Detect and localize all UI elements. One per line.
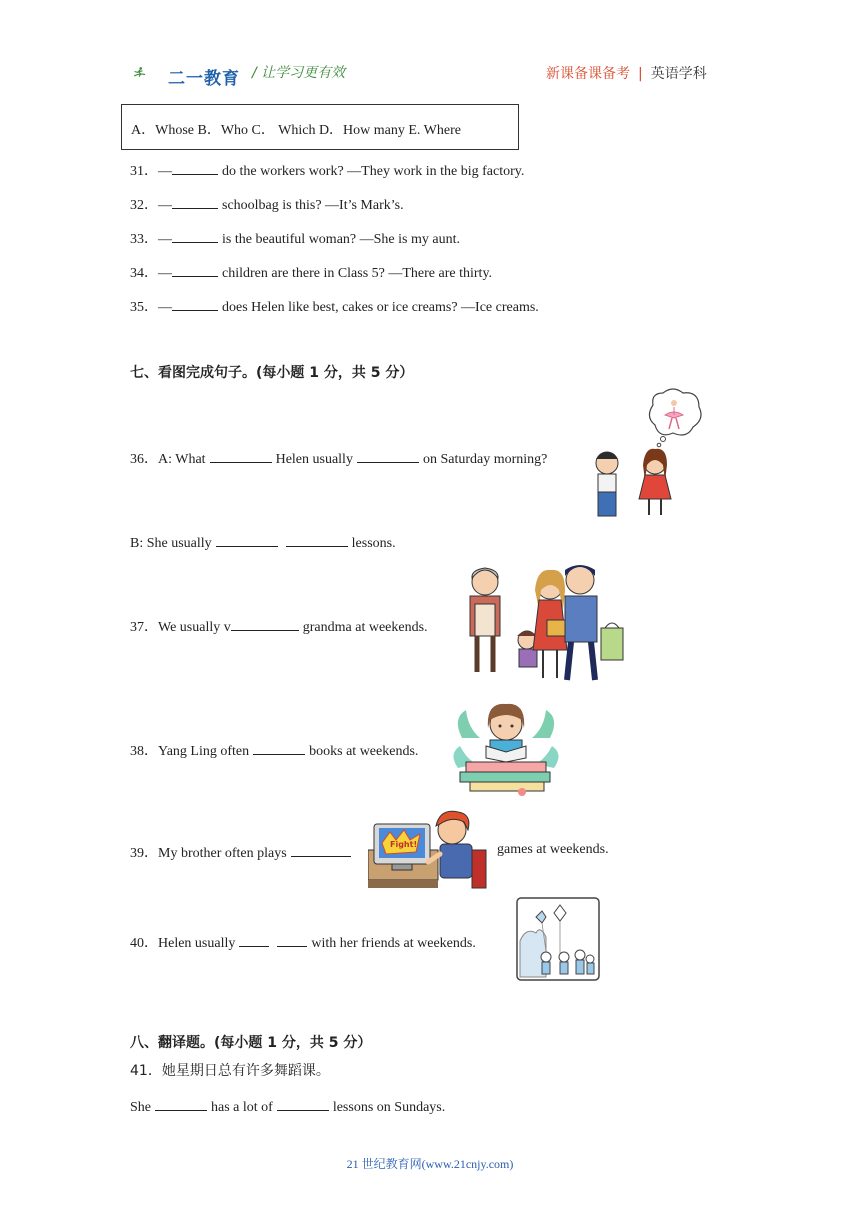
header-right bbox=[546, 63, 707, 83]
question-text: 40．Helen usually bbox=[130, 936, 236, 951]
question-number: 32．— bbox=[130, 198, 172, 213]
question-34 bbox=[130, 262, 492, 282]
question-text: with her friends at weekends. bbox=[311, 936, 476, 951]
runner-logo-icon bbox=[132, 56, 172, 88]
question-36 bbox=[130, 448, 547, 468]
section-title: 七、看图完成句子。(每小题 1 分，共 5 分） bbox=[130, 365, 414, 381]
boy-computer-game-illustration bbox=[368, 810, 490, 890]
question-text: has a lot of bbox=[211, 1100, 273, 1115]
answer-blank[interactable] bbox=[286, 532, 348, 547]
question-number: 31．— bbox=[130, 164, 172, 179]
kids-ballet-illustration bbox=[585, 385, 705, 520]
slogan: / 让学习更有效 bbox=[252, 65, 346, 81]
answer-blank[interactable] bbox=[172, 262, 218, 277]
question-text: 37．We usually v bbox=[130, 620, 231, 635]
answer-blank[interactable] bbox=[216, 532, 278, 547]
question-text: schoolbag is this? —It’s Mark’s. bbox=[222, 198, 404, 213]
answer-blank[interactable] bbox=[172, 296, 218, 311]
screen-text: Fight! bbox=[390, 840, 418, 849]
answer-blank[interactable] bbox=[172, 194, 218, 209]
question-35 bbox=[130, 296, 539, 316]
question-39 bbox=[130, 842, 355, 862]
answer-blank[interactable] bbox=[277, 932, 307, 947]
question-text: She bbox=[130, 1100, 151, 1115]
question-37 bbox=[130, 616, 428, 636]
question-text: is the beautiful woman? —She is my aunt. bbox=[222, 232, 460, 247]
question-text: does Helen like best, cakes or ice creams? —Ice creams. bbox=[222, 300, 539, 315]
answer-blank[interactable] bbox=[239, 932, 269, 947]
question-33 bbox=[130, 228, 460, 248]
header-course-text: 新课备课备考 bbox=[546, 66, 630, 82]
question-text: do the workers work? —They work in the big factory. bbox=[222, 164, 525, 179]
question-36-b bbox=[130, 532, 396, 552]
answer-blank[interactable] bbox=[231, 616, 299, 631]
answer-blank[interactable] bbox=[277, 1096, 329, 1111]
flying-kites-illustration bbox=[516, 897, 600, 981]
question-text: Helen usually bbox=[275, 452, 353, 467]
question-text: on Saturday morning? bbox=[422, 452, 548, 467]
question-text: lessons. bbox=[351, 536, 396, 551]
question-number: 33．— bbox=[130, 232, 172, 247]
header-separator: | bbox=[638, 66, 643, 82]
girl-reading-illustration bbox=[452, 698, 560, 798]
answer-blank[interactable] bbox=[357, 448, 419, 463]
question-number: 35．— bbox=[130, 300, 172, 315]
question-39-end: games at weekends. bbox=[497, 842, 609, 857]
question-41 bbox=[130, 1096, 445, 1116]
question-number: 34．— bbox=[130, 266, 172, 281]
answer-blank[interactable] bbox=[253, 740, 305, 755]
question-32 bbox=[130, 194, 404, 214]
question-text: 38．Yang Ling often bbox=[130, 744, 250, 759]
header-subject: 英语学科 bbox=[650, 66, 707, 82]
question-text: B: She usually bbox=[130, 536, 212, 551]
answer-blank[interactable] bbox=[172, 228, 218, 243]
family-visit-illustration bbox=[455, 560, 635, 685]
options-text: A．Whose B．Who C． Which D．How many E. Where bbox=[131, 123, 461, 138]
question-text: grandma at weekends. bbox=[302, 620, 428, 635]
question-text: 36．A: What bbox=[130, 452, 206, 467]
logo-text: 二一教育 bbox=[168, 69, 240, 89]
footer-link[interactable]: 21 世纪教育网(www.21cnjy.com) bbox=[346, 1157, 514, 1171]
answer-blank[interactable] bbox=[172, 160, 218, 175]
question-40 bbox=[130, 932, 476, 952]
question-31 bbox=[130, 160, 524, 180]
question-text: 39．My brother often plays bbox=[130, 846, 287, 861]
answer-blank[interactable] bbox=[291, 842, 351, 857]
question-text: books at weekends. bbox=[309, 744, 419, 759]
question-38 bbox=[130, 740, 418, 760]
question-text: children are there in Class 5? —There are thirty. bbox=[222, 266, 493, 281]
answer-blank[interactable] bbox=[155, 1096, 207, 1111]
section-title: 八、翻译题。(每小题 1 分，共 5 分） bbox=[130, 1035, 372, 1051]
question-text: lessons on Sundays. bbox=[332, 1100, 446, 1115]
answer-blank[interactable] bbox=[210, 448, 272, 463]
question-41-chinese: 41．她星期日总有许多舞蹈课。 bbox=[130, 1063, 330, 1079]
